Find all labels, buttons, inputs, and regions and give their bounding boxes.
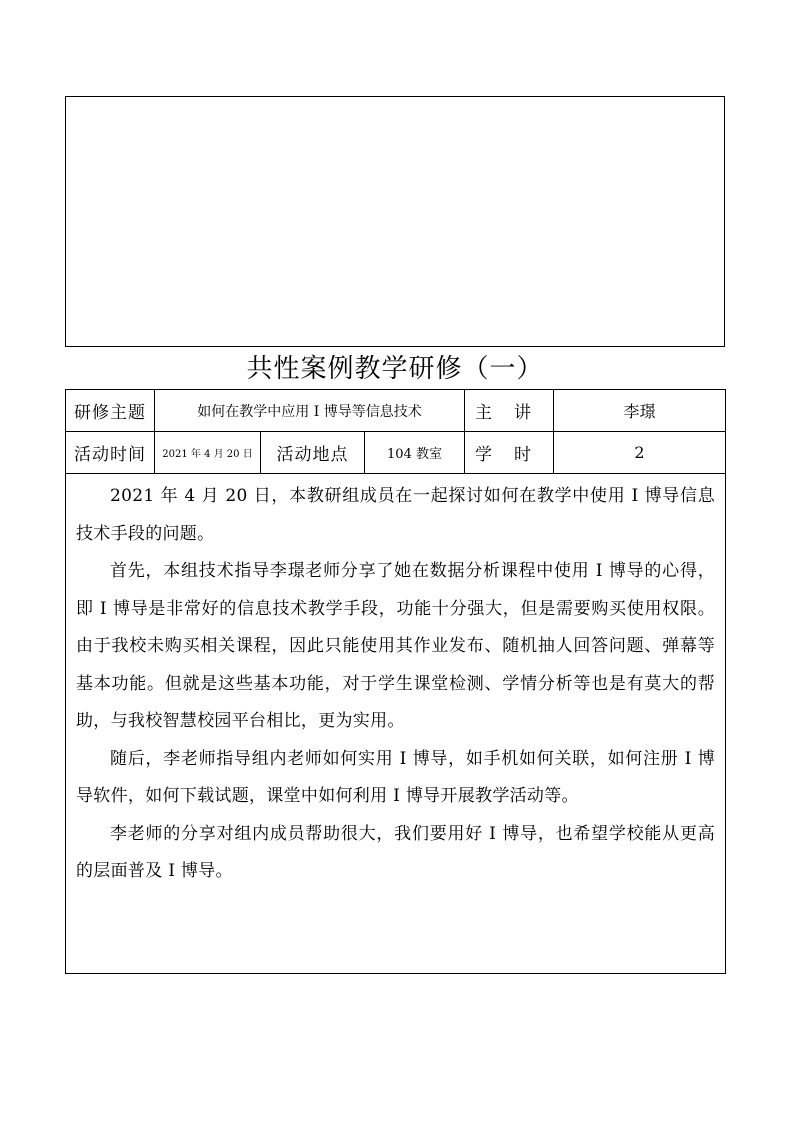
content-row bbox=[66, 474, 726, 974]
lecturer-value: 李璟 bbox=[554, 390, 726, 432]
page-title: 共性案例教学研修（一） bbox=[246, 354, 544, 384]
hours-value: 2 bbox=[554, 432, 726, 474]
table-row bbox=[66, 390, 726, 432]
content-body bbox=[66, 474, 726, 974]
time-label: 活动时间 bbox=[66, 432, 155, 474]
content-paragraph: 随后，李老师指导组内老师如何实用 I 博导，如手机如何关联，如何注册 I 博导软件，如何下载试题，课堂中如何利用 I 博导开展教学活动等。 bbox=[76, 748, 716, 806]
content-paragraph: 2021 年 4 月 20 日，本教研组成员在一起探讨如何在教学中使用 I 博导信息技术手段的问题。 bbox=[76, 486, 716, 544]
lecturer-label-char-2: 讲 bbox=[514, 403, 532, 423]
photo-placeholder-box bbox=[65, 96, 725, 347]
table-row bbox=[66, 432, 726, 474]
content-paragraph: 首先，本组技术指导李璟老师分享了她在数据分析课程中使用 I 博导的心得，即 I 博导是非常好的信息技术教学手段，功能十分强大，但是需要购买使用权限。由于我校未购买相关课程，因此只能使用其作业发布、随机抽人回答问题、弹幕等基本功能。但就是这些基本功能，对于学生课堂检测、学情分析等也是有莫大的帮助，与我校智慧校园平台相比，更为实用。 bbox=[76, 561, 716, 731]
hours-label-char-1: 学 bbox=[475, 445, 493, 465]
topic-label: 研修主题 bbox=[66, 390, 155, 432]
hours-label-char-2: 时 bbox=[514, 445, 532, 465]
place-value: 104 教室 bbox=[365, 432, 465, 474]
place-label: 活动地点 bbox=[261, 432, 365, 474]
time-value: 2021 年 4 月 20 日 bbox=[155, 432, 261, 474]
content-paragraph: 李老师的分享对组内成员帮助很大，我们要用好 I 博导，也希望学校能从更高的层面普及 I 博导。 bbox=[76, 823, 716, 881]
lecturer-label-char-1: 主 bbox=[475, 403, 493, 423]
lecturer-label-cell bbox=[465, 390, 554, 432]
topic-value: 如何在教学中应用 I 博导等信息技术 bbox=[155, 390, 465, 432]
hours-label-cell bbox=[465, 432, 554, 474]
info-table bbox=[65, 389, 726, 974]
